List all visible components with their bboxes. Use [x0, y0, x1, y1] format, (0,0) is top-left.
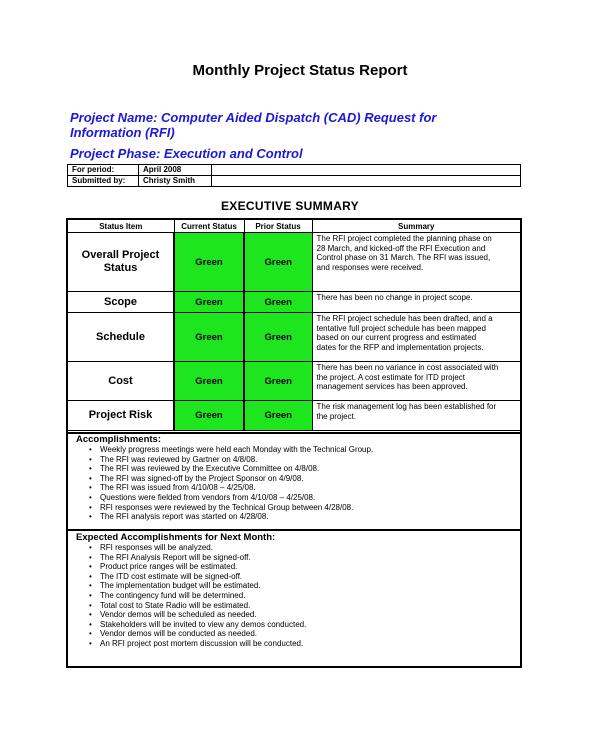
- expected-accomplishments-list: [68, 543, 520, 649]
- report-info-table: [67, 164, 521, 187]
- list-item: • The ITD cost estimate will be signed-off.: [100, 572, 520, 582]
- header-current-status: Current Status: [174, 220, 244, 233]
- header-summary: Summary: [312, 220, 520, 233]
- summary-line: The RFI project completed the planning phase on: [316, 234, 492, 243]
- list-item: • The RFI was reviewed by the Executive Committee on 4/8/08.: [100, 464, 520, 474]
- summary-line: There has been no variance in cost associated with: [316, 363, 499, 372]
- executive-summary-heading: EXECUTIVE SUMMARY: [220, 199, 359, 213]
- prior-status-cell: Green: [244, 292, 312, 313]
- submitted-label: Submitted by:: [68, 176, 139, 187]
- period-blank: [212, 165, 521, 176]
- expected-accomplishments-section: [68, 532, 520, 649]
- summary-line: 28 March, and kicked-off the RFI Execution and: [316, 243, 486, 253]
- list-item: • Weekly progress meetings were held each Monday with the Technical Group.: [100, 445, 520, 455]
- list-item: • The implementation budget will be estimated.: [100, 581, 520, 591]
- table-row: [68, 233, 520, 292]
- submitted-blank: [212, 176, 521, 187]
- summary-cell: [312, 401, 520, 431]
- report-title: Monthly Project Status Report: [192, 62, 408, 79]
- list-item: • Vendor demos will be conducted as needed.: [100, 629, 520, 639]
- list-item: • Stakeholders will be invited to view any demos conducted.: [100, 620, 520, 630]
- accomplishments-heading: Accomplishments:: [76, 434, 161, 445]
- list-item: • The RFI was signed-off by the Project Sponsor on 4/9/08.: [100, 474, 520, 484]
- status-item-schedule: Schedule: [68, 313, 174, 362]
- summary-line: There has been no change in project scope.: [316, 293, 473, 302]
- table-row: [68, 313, 520, 362]
- project-phase: Project Phase: Execution and Control: [70, 146, 303, 161]
- submitted-row: [68, 176, 521, 187]
- status-item-cost: Cost: [68, 362, 174, 401]
- summary-line: tentative full project schedule has been mapped: [316, 323, 486, 333]
- list-item: • An RFI project post mortem discussion will be conducted.: [100, 639, 520, 649]
- list-item: • The RFI Analysis Report will be signed-off.: [100, 553, 520, 563]
- status-item-label: Status: [103, 262, 138, 274]
- current-status-cell: Green: [174, 401, 244, 431]
- summary-cell: [312, 233, 520, 292]
- table-row: [68, 362, 520, 401]
- summary-line: based on our current progress and estimated: [316, 333, 477, 342]
- period-value: April 2008: [139, 165, 212, 176]
- list-item: • RFI responses will be analyzed.: [100, 543, 520, 553]
- list-item: • The RFI was issued from 4/10/08 – 4/25/08.: [100, 483, 520, 493]
- summary-line: The RFI project schedule has been drafted, and a: [316, 314, 493, 323]
- summary-line: the project. A cost estimate for ITD project: [316, 372, 466, 382]
- summary-line: the project.: [316, 411, 357, 421]
- summary-cell: [312, 313, 520, 362]
- section-divider: [68, 529, 520, 531]
- summary-line: The risk management log has been established for: [316, 402, 497, 411]
- accomplishments-section: [68, 434, 520, 522]
- summary-line: dates for the RFP and implementation projects.: [316, 342, 484, 352]
- current-status-cell: Green: [174, 233, 244, 292]
- period-row: [68, 165, 521, 176]
- summary-line: and responses were received.: [316, 262, 424, 272]
- table-row: [68, 292, 520, 313]
- list-item: • The RFI was reviewed by Gartner on 4/8/08.: [100, 455, 520, 465]
- accomplishments-list: [68, 445, 520, 522]
- list-item: • Questions were fielded from vendors from 4/10/08 – 4/25/08.: [100, 493, 520, 503]
- project-name-line-2: Information (RFI): [70, 125, 175, 140]
- list-item: • The contingency fund will be determined.: [100, 591, 520, 601]
- project-name-line-1: Project Name: Computer Aided Dispatch (CAD) Request for: [70, 110, 437, 125]
- current-status-cell: Green: [174, 362, 244, 401]
- list-item: • Total cost to State Radio will be estimated.: [100, 601, 520, 611]
- current-status-cell: Green: [174, 313, 244, 362]
- summary-cell: [312, 362, 520, 401]
- prior-status-cell: Green: [244, 233, 312, 292]
- list-item: • Vendor demos will be scheduled as needed.: [100, 610, 520, 620]
- summary-line: Control phase on 31 March. The RFI was issued,: [316, 253, 491, 262]
- list-item: • The RFI analysis report was started on 4/28/08.: [100, 512, 520, 522]
- header-status-item: Status Item: [68, 220, 174, 233]
- status-table-header: [68, 220, 520, 233]
- header-prior-status: Prior Status: [244, 220, 312, 233]
- prior-status-cell: Green: [244, 313, 312, 362]
- period-label: For period:: [68, 165, 139, 176]
- status-item-overall: [68, 233, 174, 292]
- summary-cell: [312, 292, 520, 313]
- executive-summary-box: [66, 218, 522, 668]
- status-item-label: Overall Project: [81, 249, 160, 261]
- table-row: [68, 401, 520, 431]
- summary-line: management services has been approved.: [316, 382, 468, 391]
- list-item: • Product price ranges will be estimated.: [100, 562, 520, 572]
- list-item: • RFI responses were reviewed by the Technical Group between 4/28/08.: [100, 503, 520, 513]
- status-item-risk: Project Risk: [68, 401, 174, 431]
- expected-accomplishments-heading: Expected Accomplishments for Next Month:: [76, 532, 276, 543]
- current-status-cell: Green: [174, 292, 244, 313]
- prior-status-cell: Green: [244, 401, 312, 431]
- status-item-scope: Scope: [68, 292, 174, 313]
- prior-status-cell: Green: [244, 362, 312, 401]
- status-table: [68, 220, 520, 431]
- submitted-value: Christy Smith: [139, 176, 212, 187]
